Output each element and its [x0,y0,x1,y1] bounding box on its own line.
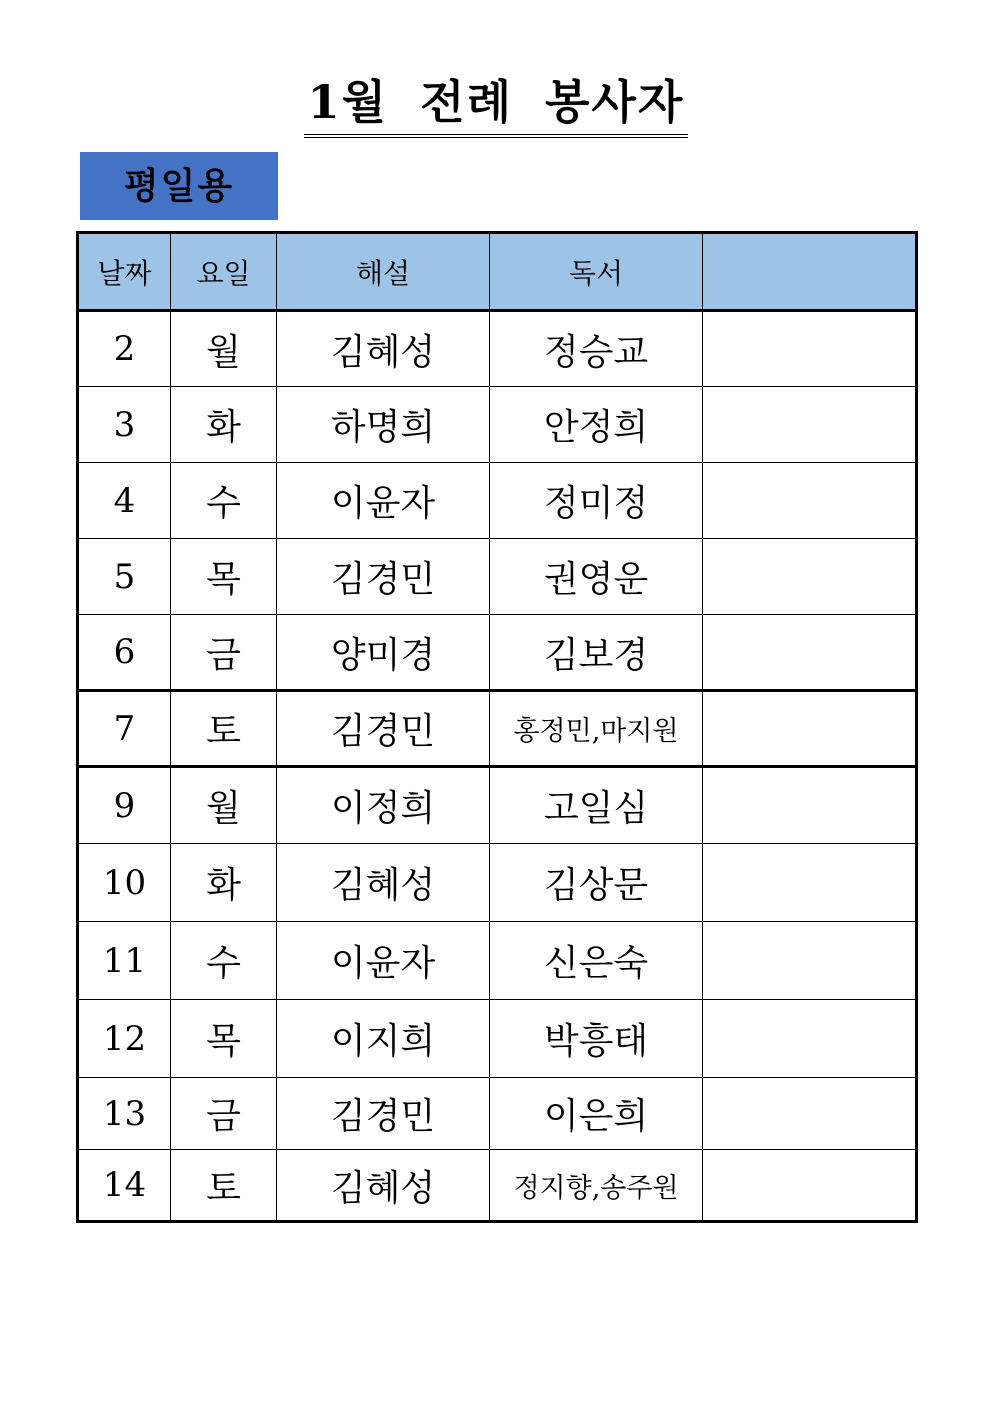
extra-cell [703,844,917,922]
table-row [78,844,917,922]
day-cell: 목 [171,1000,277,1078]
commentary-cell: 이정희 [277,767,490,844]
extra-cell [703,767,917,844]
reading-cell: 홍정민,마지원 [490,691,703,767]
date-cell: 11 [78,922,171,1000]
extra-cell [703,539,917,615]
header-day: 요일 [171,233,277,311]
commentary-cell: 이윤자 [277,922,490,1000]
commentary-cell: 하명희 [277,387,490,463]
header-commentary: 해설 [277,233,490,311]
day-cell: 수 [171,922,277,1000]
reading-cell: 김보경 [490,615,703,691]
reading-cell: 정승교 [490,311,703,387]
table-row [78,691,917,767]
extra-cell [703,1150,917,1222]
date-cell: 3 [78,387,171,463]
date-cell: 7 [78,691,171,767]
section-badge: 평일용 [80,152,278,220]
commentary-cell: 김혜성 [277,1150,490,1222]
reading-cell: 정미정 [490,463,703,539]
reading-cell: 고일심 [490,767,703,844]
table-row [78,767,917,844]
page-title [0,72,992,138]
day-cell: 월 [171,767,277,844]
day-cell: 수 [171,463,277,539]
reading-cell: 안정희 [490,387,703,463]
extra-cell [703,311,917,387]
commentary-cell: 김경민 [277,691,490,767]
extra-cell [703,463,917,539]
day-cell: 토 [171,691,277,767]
date-cell: 4 [78,463,171,539]
date-cell: 9 [78,767,171,844]
table-row [78,539,917,615]
commentary-cell: 이윤자 [277,463,490,539]
day-cell: 토 [171,1150,277,1222]
extra-cell [703,1078,917,1150]
schedule-table [76,231,918,1223]
reading-cell: 권영운 [490,539,703,615]
commentary-cell: 양미경 [277,615,490,691]
date-cell: 5 [78,539,171,615]
day-cell: 화 [171,387,277,463]
day-cell: 월 [171,311,277,387]
commentary-cell: 이지희 [277,1000,490,1078]
table-row [78,311,917,387]
extra-cell [703,387,917,463]
day-cell: 목 [171,539,277,615]
extra-cell [703,1000,917,1078]
commentary-cell: 김경민 [277,539,490,615]
table-header-row [78,233,917,311]
reading-cell: 김상문 [490,844,703,922]
date-cell: 12 [78,1000,171,1078]
day-cell: 금 [171,1078,277,1150]
table-row [78,615,917,691]
date-cell: 14 [78,1150,171,1222]
table-row [78,1078,917,1150]
page-title-text: 1월 전례 봉사자 [304,72,689,138]
table-row [78,463,917,539]
table-row [78,1000,917,1078]
extra-cell [703,691,917,767]
commentary-cell: 김경민 [277,1078,490,1150]
reading-cell: 박흥태 [490,1000,703,1078]
table-row [78,1150,917,1222]
date-cell: 13 [78,1078,171,1150]
reading-cell: 신은숙 [490,922,703,1000]
schedule-body [78,311,917,1222]
extra-cell [703,922,917,1000]
header-extra [703,233,917,311]
table-row [78,922,917,1000]
commentary-cell: 김혜성 [277,844,490,922]
date-cell: 2 [78,311,171,387]
header-date: 날짜 [78,233,171,311]
day-cell: 화 [171,844,277,922]
commentary-cell: 김혜성 [277,311,490,387]
header-reading: 독서 [490,233,703,311]
reading-cell: 정지향,송주원 [490,1150,703,1222]
date-cell: 6 [78,615,171,691]
table-row [78,387,917,463]
extra-cell [703,615,917,691]
date-cell: 10 [78,844,171,922]
reading-cell: 이은희 [490,1078,703,1150]
day-cell: 금 [171,615,277,691]
